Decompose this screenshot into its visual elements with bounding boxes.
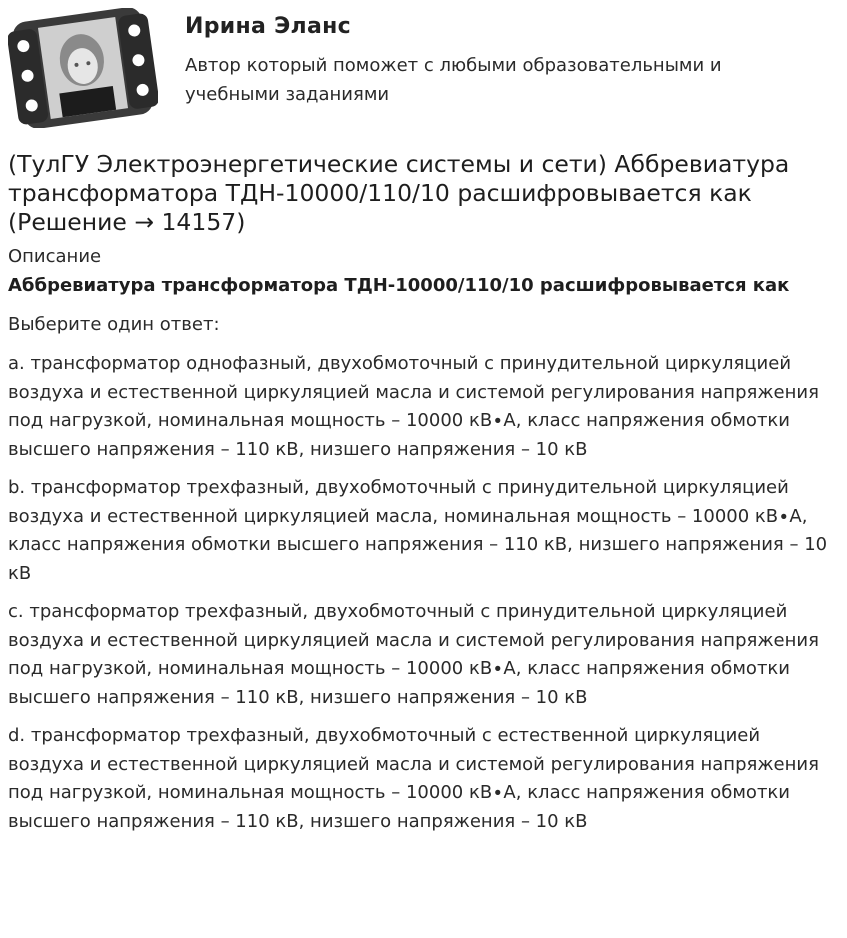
- answer-option-c: c. трансформатор трехфазный, двухобмоточный с принудительной циркуляцией воздуха и естественной циркуляцией масла и системой регулирования напряжения под нагрузкой, номинальная мощность – 10000 кВ∙А, класс напряжения обмотки высшего напряжения – 110 кВ, низшего напряжения – 10 кВ: [8, 601, 819, 708]
- author-name: Ирина Эланс: [185, 14, 351, 39]
- author-avatar: [8, 8, 158, 128]
- page-title: (ТулГУ Электроэнергетические системы и сети) Аббревиатура трансформатора ТДН-10000/110/10 расшифровывается как (Решение → 14157): [8, 150, 790, 236]
- answer-list: [8, 350, 838, 846]
- author-description: Автор который поможет с любыми образовательными и учебными заданиями: [185, 55, 722, 105]
- answer-option-a: a. трансформатор однофазный, двухобмоточный с принудительной циркуляцией воздуха и естественной циркуляцией масла и системой регулирования напряжения под нагрузкой, номинальная мощность – 10000 кВ∙А, класс напряжения обмотки высшего напряжения – 110 кВ, низшего напряжения – 10 кВ: [8, 353, 819, 460]
- question-text: Аббревиатура трансформатора ТДН-10000/110/10 расшифровывается как: [8, 275, 790, 296]
- answer-prompt: Выберите один ответ:: [8, 314, 220, 335]
- answer-option-d: d. трансформатор трехфазный, двухобмоточный с естественной циркуляцией воздуха и естественной циркуляцией масла и системой регулирования напряжения под нагрузкой, номинальная мощность – 10000 кВ∙А, класс напряжения обмотки высшего напряжения – 110 кВ, низшего напряжения – 10 кВ: [8, 725, 819, 832]
- section-label: Описание: [8, 246, 102, 267]
- author-card: [8, 8, 838, 128]
- answer-option-b: b. трансформатор трехфазный, двухобмоточный с принудительной циркуляцией воздуха и естественной циркуляцией масла, номинальная мощность – 10000 кВ∙А, класс напряжения обмотки высшего напряжения – 110 кВ, низшего напряжения – 10 кВ: [8, 477, 828, 584]
